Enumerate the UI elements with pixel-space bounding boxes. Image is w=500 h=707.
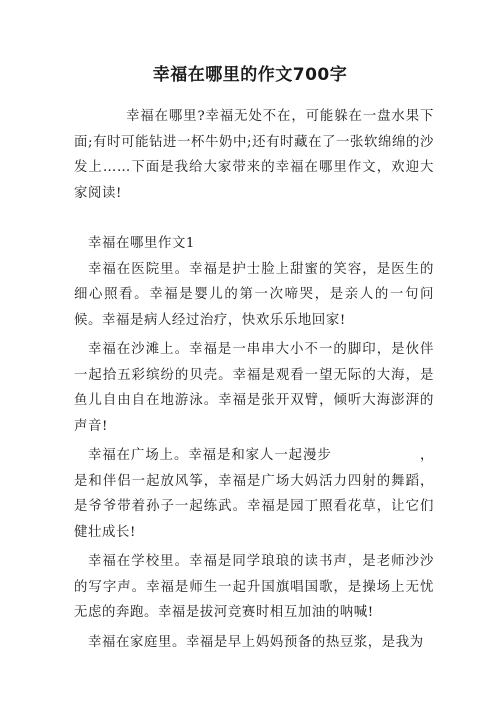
intro-paragraph: 幸福在哪里?幸福无处不在，可能躲在一盘水果下面;有时可能钻进一杯牛奶中;还有时藏在了一张软绵绵的沙发上……下面是我给大家带来的幸福在哪里作文，欢迎大家阅读! [74, 109, 434, 201]
body-paragraph [74, 257, 434, 334]
body-paragraph [74, 630, 434, 656]
document-title: 幸福在哪里的作文700字 [152, 65, 348, 85]
section-heading: 幸福在哪里作文1 [88, 236, 196, 251]
body-paragraph [74, 443, 434, 545]
paragraph-text: 幸福在学校里。幸福是同学琅琅的读书声，是老师沙沙的写字声。幸福是师生一起升国旗唱国歌，是操场上无忧无虑的奔跑。幸福是拔河竞赛时相互加油的呐喊! [74, 554, 434, 620]
body-paragraph [74, 337, 434, 439]
paragraph-text: 幸福在医院里。幸福是护士脸上甜蜜的笑容，是医生的细心照看。幸福是婴儿的第一次啼哭，是亲人的一句问候。幸福是病人经过治疗，快欢乐乐地回家! [74, 261, 434, 328]
paragraph-text: 幸福在沙滩上。幸福是一串串大小不一的脚印，是伙伴一起拾五彩缤纷的贝壳。幸福是观看一望无际的大海，是鱼儿自由自在地游泳。幸福是张开双臂，倾听大海澎湃的声音! [74, 342, 434, 434]
document-body [74, 104, 434, 659]
body-paragraph [74, 549, 434, 626]
paragraph-text: ，是和伴侣一起放风筝，幸福是广场大妈活力四射的舞蹈，是爷爷带着孙子一起练武。幸福是园丁照看花草，让它们健壮成长! [74, 448, 434, 540]
paragraph-spacer [74, 206, 434, 231]
paragraph-text: 幸福在广场上。幸福是和家人一起漫步 [88, 448, 332, 463]
paragraph-text: 幸福在家庭里。幸福是早上妈妈预备的热豆浆，是我为 [88, 634, 424, 650]
